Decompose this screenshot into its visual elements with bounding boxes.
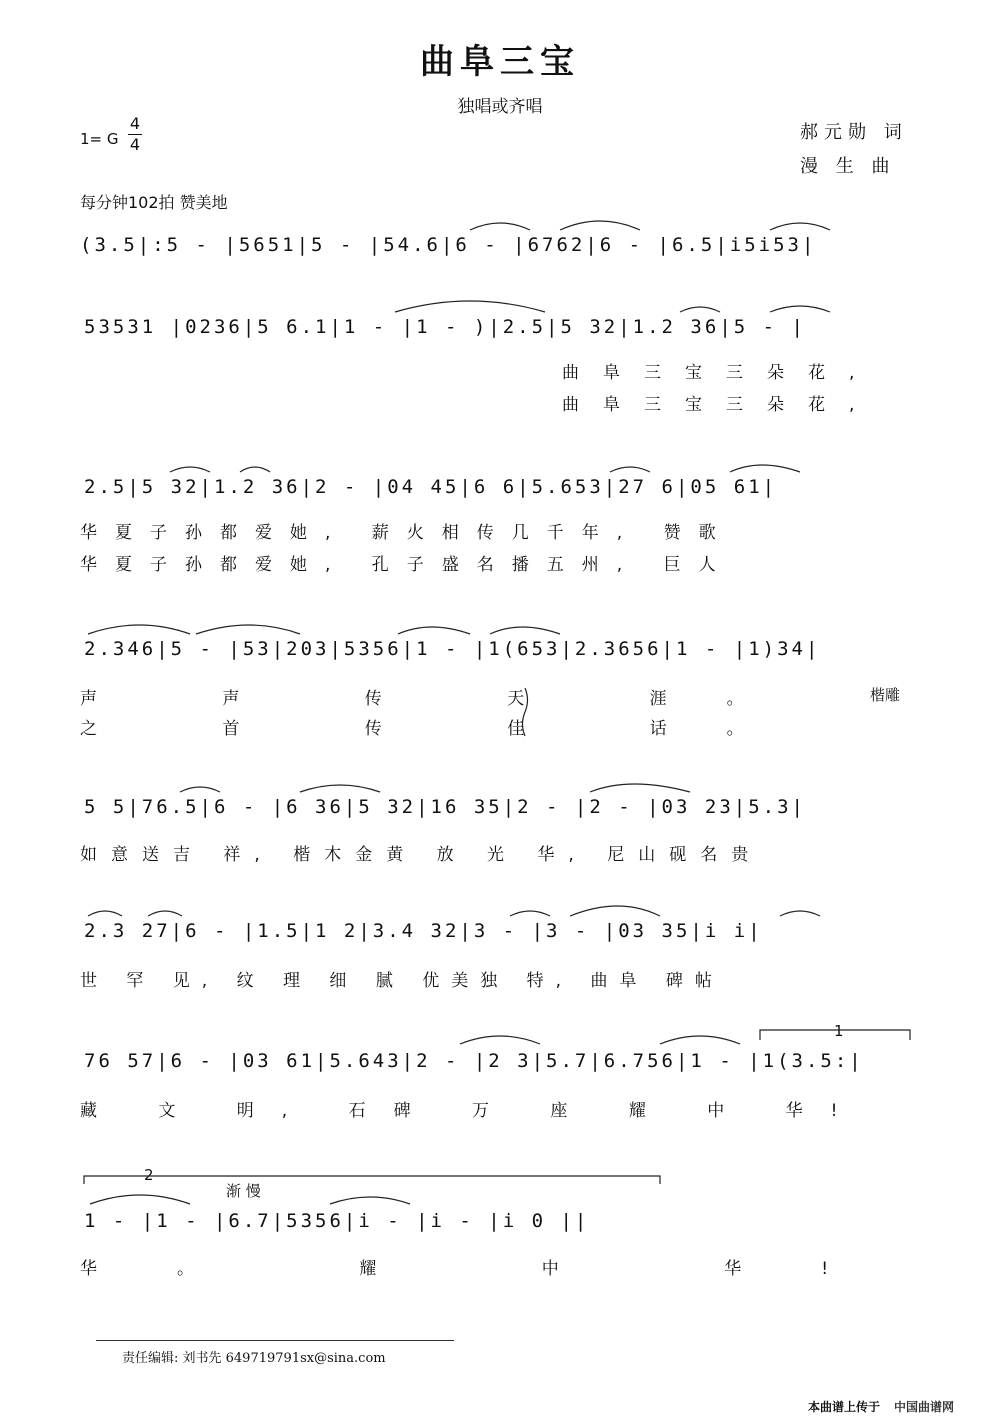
composer-credit: 漫 生 曲 <box>800 156 896 177</box>
time-signature-top: 4 <box>129 114 141 133</box>
score-row-1-notes: (3.5|:5 - |5651|5 - |54.6|6 - |6762|6 - |6.5|i5i53| <box>80 234 817 256</box>
score-row-2-lyrics-2: 曲阜三宝三朵花, <box>562 395 879 415</box>
slur <box>680 307 720 312</box>
slur <box>88 625 190 634</box>
score-row-2-lyrics-1: 曲阜三宝三朵花, <box>562 363 879 383</box>
upload-label: 本曲谱上传于 <box>808 1400 881 1414</box>
score-row-4-notes: 2.346|5 - |53|203|5356|1 - |1(653|2.3656|1 - |1)34| <box>84 638 821 660</box>
slur <box>590 784 690 792</box>
bracket <box>523 688 528 736</box>
slur <box>770 223 830 230</box>
score-row-3-notes: 2.5|5 32|1.2 36|2 - |04 45|6 6|5.653|27 6|05 61| <box>84 476 778 498</box>
score-row-4-side-lyric: 楷雕 <box>870 686 901 704</box>
slur <box>490 627 560 634</box>
score-row-4-lyrics-1: 声 声 传 天 涯。 <box>80 689 804 709</box>
score-row-3-lyrics-1: 华夏子孙都爱她, 薪火相传几千年, 赞歌 <box>80 523 734 543</box>
slur <box>88 911 122 916</box>
site-logo: 中国曲谱网 <box>894 1400 955 1414</box>
score-row-6-lyrics: 世 罕 见, 纹 理 细 腻 优美独 特, 曲阜 碑帖 <box>80 971 724 991</box>
score-row-5-lyrics: 如意送吉 祥, 楷木金黄 放 光 华, 尼山砚名贵 <box>80 845 763 865</box>
slur <box>780 911 820 916</box>
slur <box>170 467 210 472</box>
volta-1-label: 1 <box>834 1022 844 1040</box>
song-subtitle: 独唱或齐唱 <box>457 97 543 117</box>
slur <box>148 911 182 916</box>
score-row-6-notes: 2.3 27|6 - |1.5|1 2|3.4 32|3 - |3 - |03 35|i i| <box>84 920 763 942</box>
editor-credit: 责任编辑: 刘书先 649719791sx@sina.com <box>122 1351 386 1366</box>
lyricist-credit: 郝元勋 词 <box>800 122 908 143</box>
slur <box>330 1197 410 1204</box>
slur <box>470 223 530 230</box>
score-row-3-lyrics-2: 华夏子孙都爱她, 孔子盛名播五州, 巨人 <box>80 555 734 575</box>
song-title: 曲阜三宝 <box>420 42 580 82</box>
score-row-7-lyrics: 藏 文 明, 石碑 万 座 耀 中 华! <box>80 1101 866 1121</box>
slur <box>90 1195 190 1204</box>
slur <box>180 787 220 792</box>
score-row-5-notes: 5 5|76.5|6 - |6 36|5 32|16 35|2 - |2 - |03 23|5.3| <box>84 796 806 818</box>
volta-2-line <box>84 1176 660 1184</box>
slur <box>730 465 800 472</box>
slur <box>398 627 470 634</box>
slur <box>570 906 660 916</box>
volta-2-label: 2 <box>144 1166 154 1184</box>
footer-rule <box>96 1340 454 1341</box>
slur <box>610 467 650 472</box>
slur <box>300 785 380 792</box>
slur <box>770 306 830 312</box>
slur <box>240 467 270 472</box>
slur <box>460 1036 540 1044</box>
score-row-2-notes: 53531 |0236|5 6.1|1 - |1 - )|2.5|5 32|1.2 36|5 - | <box>84 316 806 338</box>
slur <box>560 221 640 230</box>
slur <box>660 1036 740 1044</box>
expression-marking: 渐 慢 <box>226 1182 261 1200</box>
key-signature: 1= G <box>80 130 119 148</box>
score-row-8-lyrics: 华。 耀 中 华! <box>80 1259 909 1279</box>
score-row-8-notes: 1 - |1 - |6.7|5356|i - |i - |i 0 || <box>84 1210 590 1232</box>
time-signature-bottom: 4 <box>129 135 141 154</box>
tempo-marking: 每分钟102拍 赞美地 <box>80 193 228 212</box>
slur <box>196 625 300 634</box>
volta-1-line <box>760 1030 910 1040</box>
slur <box>510 911 550 916</box>
score-row-4-lyrics-2: 之 首 传 佳 话。 <box>80 719 804 739</box>
slur <box>395 301 545 312</box>
score-row-7-notes: 76 57|6 - |03 61|5.643|2 - |2 3|5.7|6.756|1 - |1(3.5:| <box>84 1050 864 1072</box>
